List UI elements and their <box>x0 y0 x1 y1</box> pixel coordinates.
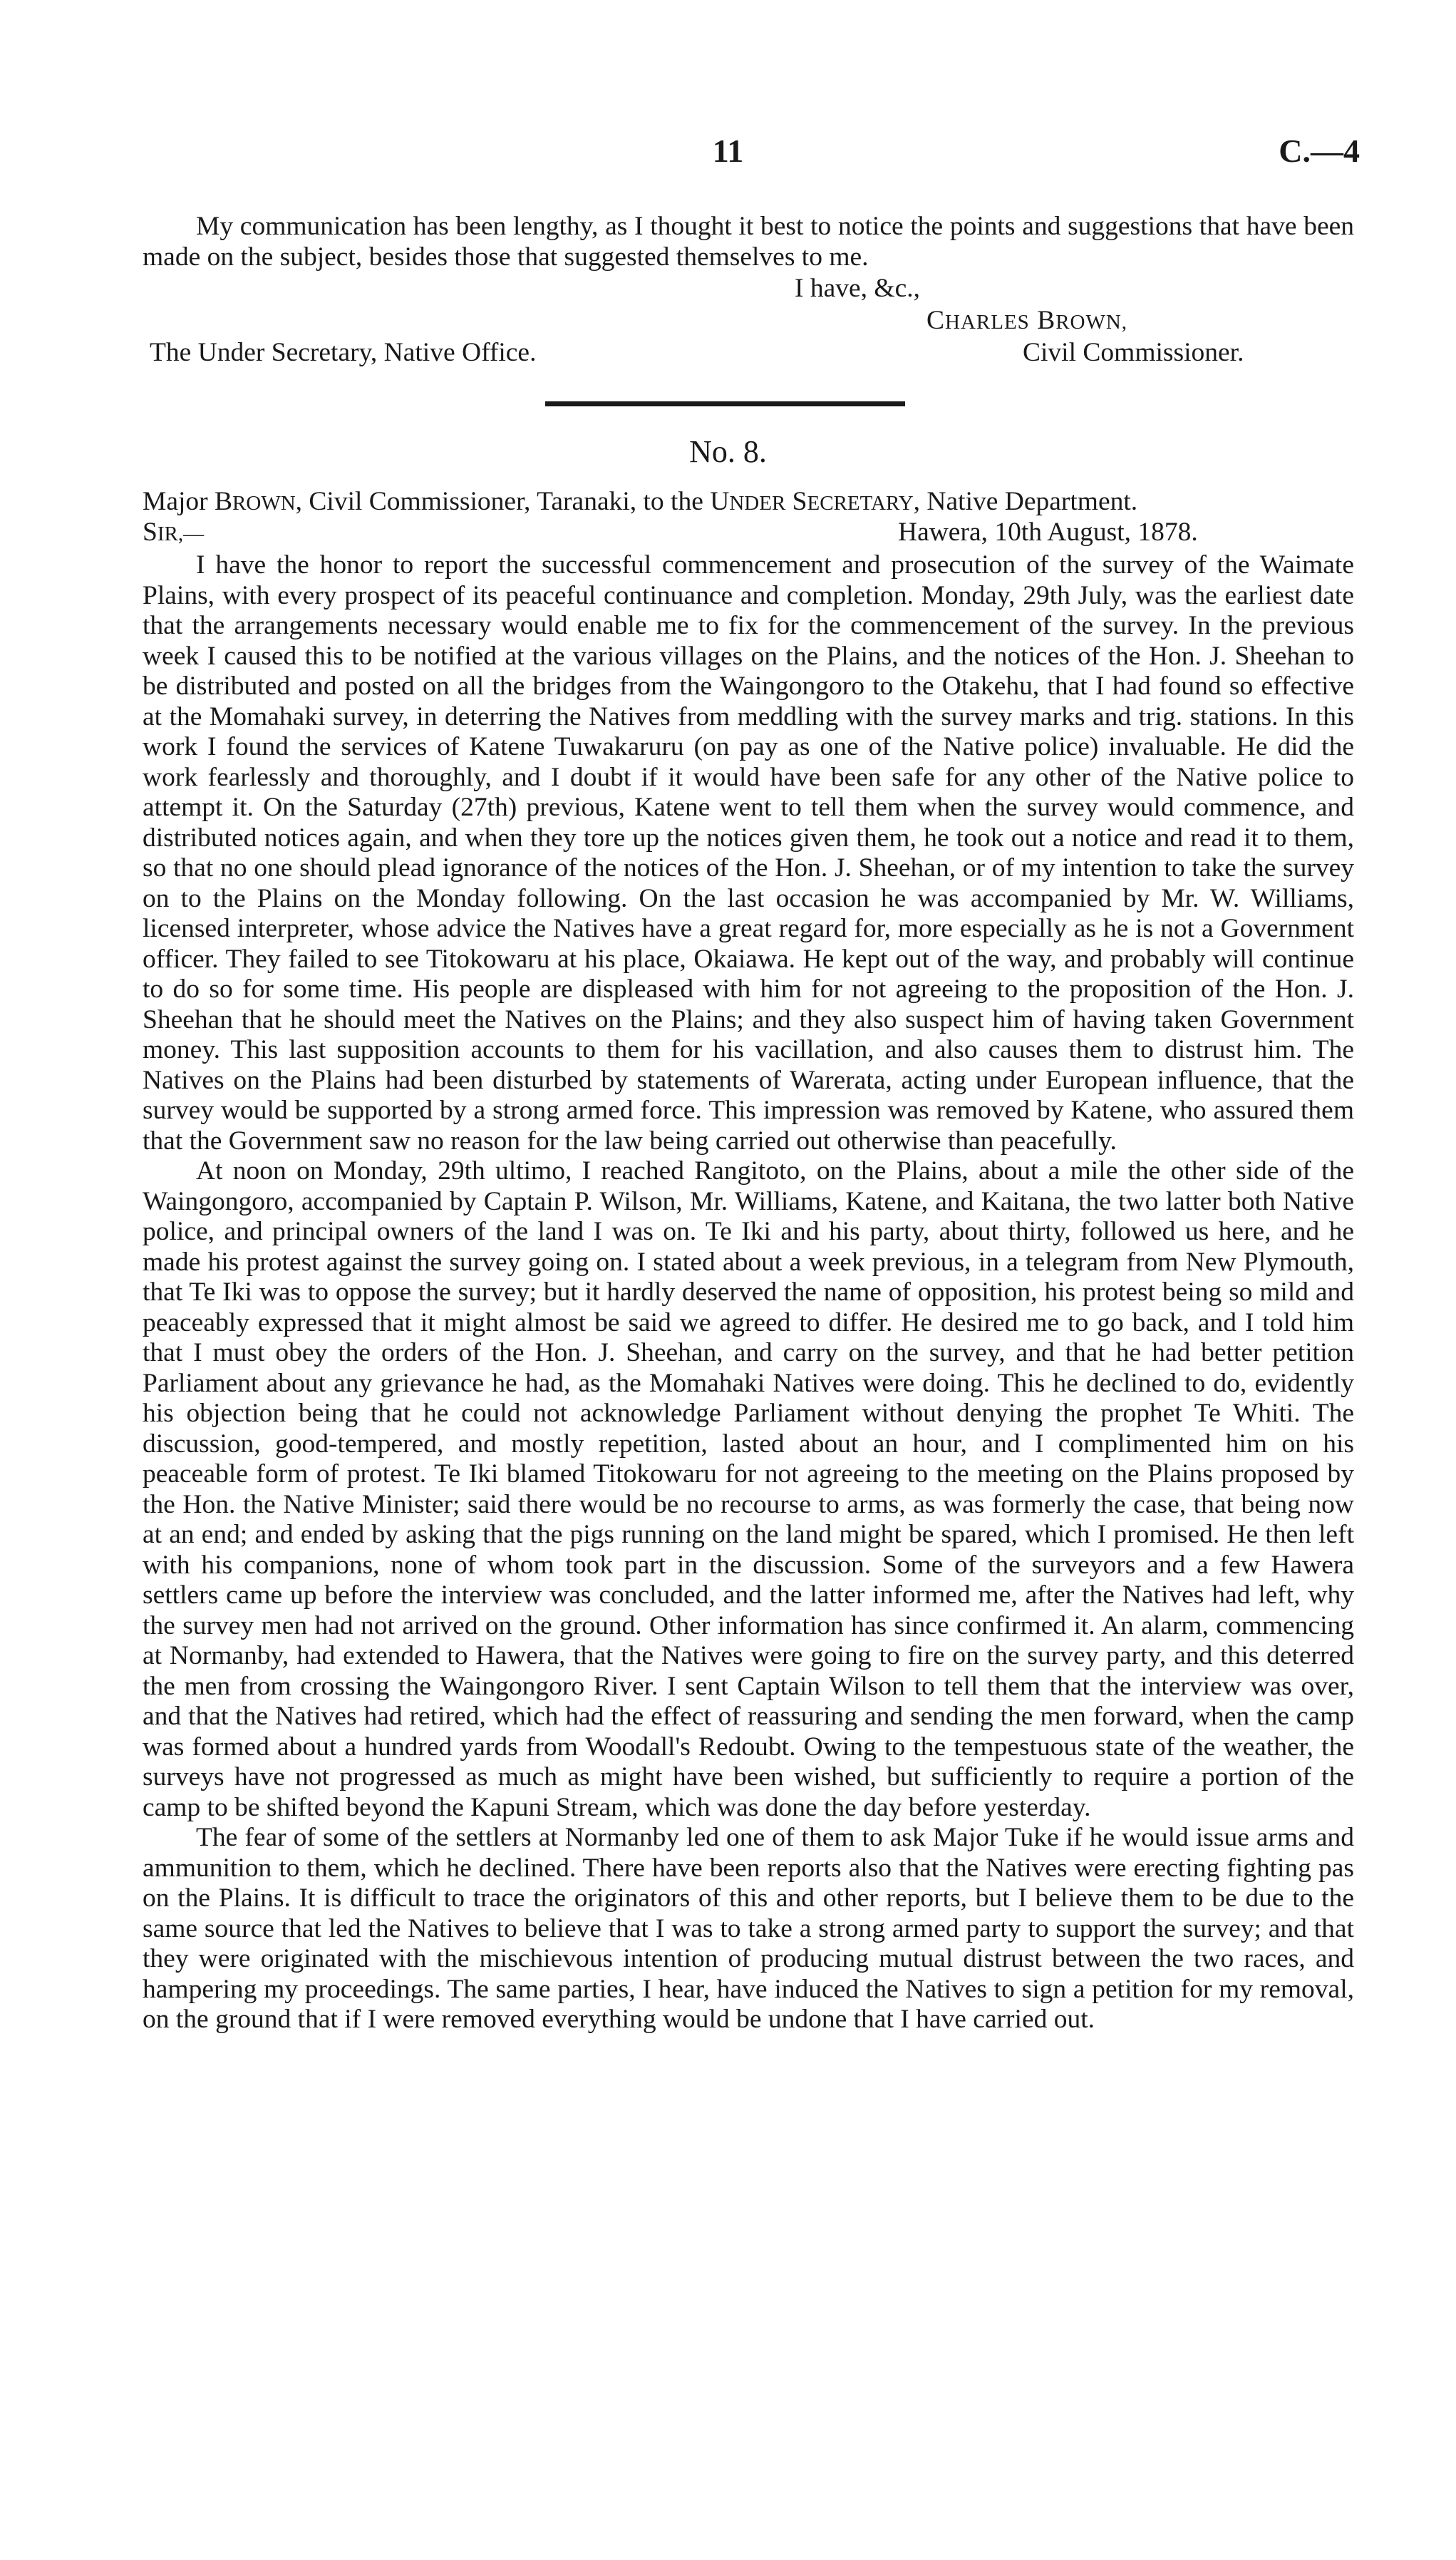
signer-first-rest: HARLES <box>945 311 1030 334</box>
dateline: Hawera, 10th August, 1878. <box>898 518 1198 547</box>
letter-body <box>143 550 1354 2035</box>
heading-line <box>143 487 1354 519</box>
signer-last-rest: ROWN, <box>1055 311 1128 334</box>
signer-first-initial: C <box>926 306 946 335</box>
salutation-rest: IR,— <box>157 523 205 545</box>
previous-letter-intro <box>143 212 1354 272</box>
heading-suffix: , Native Department. <box>913 487 1138 516</box>
page-number: 11 <box>712 133 744 169</box>
body-paragraph-2: At noon on Monday, 29th ultimo, I reached Rangitoto, on the Plains, about a mile the other side of the Waingongoro, accompanied by Captain P. Wilson, Mr. Williams, Katene, and Kaitana, the two latter both Native police, and principal owners of the land I was on. Te Iki and his party, about thirty, followed us here, and he made his protest against the survey going on. I stated about a week previous, in a telegram from New Plymouth, that Te Iki was to oppose the survey; but it hardly deserved the name of opposition, his protest being so mild and peaceably expressed that it might almost be said we agreed to differ. He desired me to go back, and I told him that I must obey the orders of the Hon. J. Sheehan, and carry on the survey, and that he had better petition Parliament about any grievance he had, as the Momahaki Natives were doing. This he declined to do, evidently his objection being that he could not acknowledge Parliament without denying the prophet Te Whiti. The discussion, good-tempered, and mostly repetition, lasted about an hour, and I complimented him on his peaceable form of protest. Te Iki blamed Titokowaru for not agreeing to the meeting on the Plains proposed by the Hon. the Native Minister; said there would be no recourse to arms, as was formerly the case, that being now at an end; and ended by asking that the pigs running on the land might be spared, which I promised. He then left with his companions, none of whom took part in the discussion. Some of the surveyors and a few Hawera settlers came up before the interview was concluded, and the latter informed me, after the Natives had left, why the survey men had not arrived on the ground. Other information has since confirmed it. An alarm, commencing at Normanby, had extended to Hawera, that the Natives were going to fire on the survey party, and this deterred the men from crossing the Waingongoro River. I sent Captain Wilson to tell them that the interview was over, and that the Natives had retired, which had the effect of reassuring and sending the men forward, when the camp was formed about a hundred yards from Woodall's Redoubt. Owing to the tempestuous state of the weather, the surveys have not progressed as much as might have been wished, but sufficiently to require a portion of the camp to be shifted beyond the Kapuni Stream, which was done the day before yesterday. <box>143 1156 1354 1822</box>
signer-title: Civil Commissioner. <box>1023 338 1244 367</box>
salutation <box>143 517 204 548</box>
heading-to-rest: NDER <box>729 492 786 515</box>
intro-paragraph: My communication has been lengthy, as I thought it best to notice the points and suggestions that have been made on the subject, besides those that suggested themselves to me. <box>143 212 1354 272</box>
body-paragraph-3: The fear of some of the settlers at Normanby led one of them to ask Major Tuke if he would issue arms and ammunition to them, which he declined. There have been reports also that the Natives were erecting fighting pas on the Plains. It is difficult to trace the originators of this and other reports, but I believe them to be due to the same source that led the Natives to believe that I was to take a strong armed party to support the survey; and that they were originated with the mischievous intention of producing mutual distrust between the two races, and hampering my proceedings. The same parties, I hear, have induced the Natives to sign a petition for my removal, on the ground that if I were removed everything would be undone that I have carried out. <box>143 1823 1354 2034</box>
heading-to-initial: U <box>710 487 730 516</box>
heading-to-rest-2: ECRETARY <box>807 492 914 515</box>
heading-to-initial-2: S <box>792 487 807 516</box>
letter-number: No. 8. <box>689 434 767 469</box>
heading-name-rest: ROWN <box>232 492 296 515</box>
salutation-initial: S <box>143 518 158 547</box>
heading-middle: , Civil Commissioner, Taranaki, to the <box>295 487 711 516</box>
closing-formula: I have, &c., <box>795 274 920 303</box>
section-divider <box>545 401 905 406</box>
heading-name-initial: B <box>215 487 233 516</box>
document-reference: C.—4 <box>1279 133 1360 169</box>
addressee: The Under Secretary, Native Office. <box>150 338 537 367</box>
heading-prefix: Major <box>143 487 215 516</box>
letter-heading <box>143 487 1354 519</box>
signature-name <box>926 305 1127 336</box>
signer-last-initial: B <box>1037 306 1056 335</box>
body-paragraph-1: I have the honor to report the successful commencement and prosecution of the survey of the Waimate Plains, with every prospect of its peaceful continuance and completion. Monday, 29th July, was the earliest date that the arrangements necessary would enable me to fix for the commencement of the survey. In the previous week I caused this to be notified at the various villages on the Plains, and the notices of the Hon. J. Sheehan to be distributed and posted on all the bridges from the Waingongoro to the Otakehu, that I had found so effective at the Momahaki survey, in deterring the Natives from meddling with the survey marks and trig. stations. In this work I found the services of Katene Tuwakaruru (on pay as one of the Native police) invaluable. He did the work fearlessly and thoroughly, and I doubt if it would have been safe for any other of the Native police to attempt it. On the Saturday (27th) previous, Katene went to tell them when the survey would commence, and distributed notices again, and when they tore up the notices given them, he took out a notice and read it to them, so that no one should plead ignorance of the notices of the Hon. J. Sheehan, or of my intention to take the survey on to the Plains on the Monday following. On the last occasion he was accompanied by Mr. W. Williams, licensed interpreter, whose advice the Natives have a great regard for, more especially as he is not a Government officer. They failed to see Titokowaru at his place, Okaiawa. He kept out of the way, and probably will continue to do so for some time. His people are displeased with him for not agreeing to the proposition of the Hon. J. Sheehan that he should meet the Natives on the Plains; and they also suspect him of having taken Government money. This last supposition accounts to them for his vacillation, and also causes them to distrust him. The Natives on the Plains had been disturbed by statements of Warerata, acting under European influence, that the survey would be supported by a strong armed force. This impression was removed by Katene, who assured them that the Government saw no reason for the law being carried out otherwise than peacefully. <box>143 550 1354 1156</box>
